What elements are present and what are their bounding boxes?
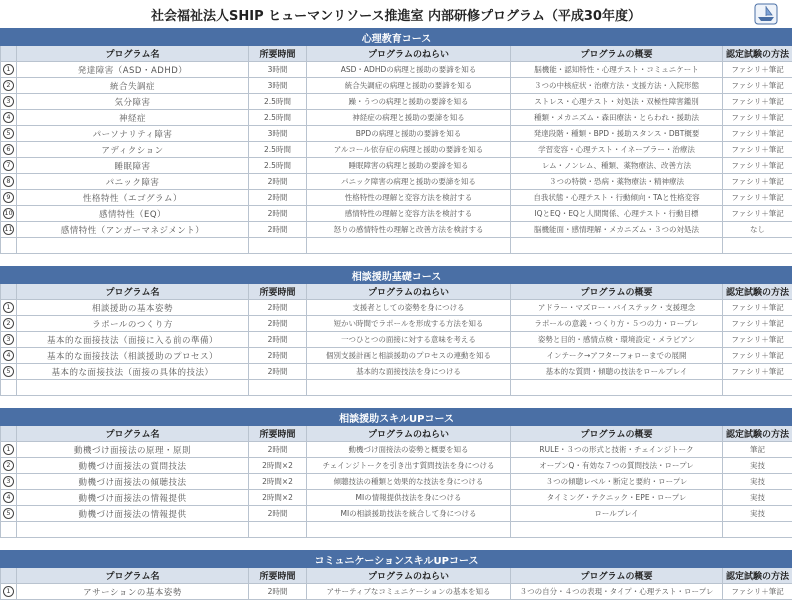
duration: 2時間 (249, 348, 307, 364)
program-name: 感情特性（アンガーマネジメント） (17, 222, 249, 238)
exam-method: ファシリ＋筆記 (723, 174, 792, 190)
column-header-exam: 認定試験の方法 (723, 568, 792, 584)
program-summary: 姿勢と目的・感情点検・環境設定・メラビアン (511, 332, 723, 348)
program-summary: ロールプレイ (511, 506, 723, 522)
row-number-cell (1, 316, 17, 332)
program-aim: アサーティブなコミュニケーションの基本を知る (307, 584, 511, 600)
blank-cell (1, 522, 17, 538)
row-number: 1 (3, 302, 14, 313)
column-header-program-name: プログラム名 (17, 284, 249, 300)
blank-cell (511, 380, 723, 396)
duration: 2.5時間 (249, 94, 307, 110)
program-name: 基本的な面接技法（面接の具体的技法） (17, 364, 249, 380)
column-header-exam: 認定試験の方法 (723, 46, 792, 62)
program-aim: 怒りの感情特性の理解と改善方法を検討する (307, 222, 511, 238)
duration: 2.5時間 (249, 158, 307, 174)
column-header-program-name: プログラム名 (17, 426, 249, 442)
table-row (1, 142, 792, 158)
column-header-number (1, 426, 17, 442)
program-summary: 学習変容・心理テスト・イネーブラー・治療法 (511, 142, 723, 158)
row-number: 8 (3, 176, 14, 187)
table-row (1, 206, 792, 222)
duration: 2時間 (249, 506, 307, 522)
table-row (1, 126, 792, 142)
blank-cell (1, 380, 17, 396)
program-name: 感情特性（EQ） (17, 206, 249, 222)
blank-cell (723, 522, 792, 538)
program-table (0, 28, 792, 600)
program-name: 動機づけ面接法の傾聴技法 (17, 474, 249, 490)
column-header-aim: プログラムのねらい (307, 284, 511, 300)
section-spacer (1, 254, 792, 267)
duration: 2時間 (249, 174, 307, 190)
row-number: 9 (3, 192, 14, 203)
program-aim: 性格特性の理解と変容方法を検討する (307, 190, 511, 206)
program-summary: 種類・メカニズム・森田療法・とらわれ・援助法 (511, 110, 723, 126)
row-number: 1 (3, 586, 14, 597)
program-aim: 基本的な面接技法を身につける (307, 364, 511, 380)
column-header-duration: 所要時間 (249, 284, 307, 300)
spacer-cell (1, 254, 792, 267)
column-header-aim: プログラムのねらい (307, 426, 511, 442)
program-summary: タイミング・テクニック・EPE・ロープレ (511, 490, 723, 506)
table-row (1, 62, 792, 78)
program-aim: 感情特性の理解と変容方法を検討する (307, 206, 511, 222)
section-spacer (1, 538, 792, 551)
page-title: 社会福祉法人SHIP ヒューマンリソース推進室 内部研修プログラム（平成30年度） (151, 5, 641, 24)
program-aim: 傾聴技法の種類と効果的な技法を身につける (307, 474, 511, 490)
program-name: 性格特性（エゴグラム） (17, 190, 249, 206)
column-header-number (1, 568, 17, 584)
exam-method: ファシリ＋筆記 (723, 78, 792, 94)
exam-method: ファシリ＋筆記 (723, 364, 792, 380)
table-row (1, 584, 792, 600)
blank-cell (249, 380, 307, 396)
table-row (1, 300, 792, 316)
program-aim: 個別支援計画と相談援助のプロセスの連動を知る (307, 348, 511, 364)
blank-row (1, 522, 792, 538)
course-header (1, 29, 792, 46)
duration: 2時間 (249, 206, 307, 222)
column-header-summary: プログラムの概要 (511, 568, 723, 584)
row-number-cell (1, 332, 17, 348)
row-number: 1 (3, 64, 14, 75)
row-number: 6 (3, 144, 14, 155)
program-aim: 睡眠障害の病理と援助の要諦を知る (307, 158, 511, 174)
table-row (1, 332, 792, 348)
blank-cell (17, 380, 249, 396)
exam-method: 実技 (723, 490, 792, 506)
column-header-row (1, 568, 792, 584)
program-table-body (1, 29, 792, 600)
program-name: 基本的な面接技法（相談援助のプロセス） (17, 348, 249, 364)
table-row (1, 222, 792, 238)
exam-method: 実技 (723, 458, 792, 474)
program-aim: ASD・ADHDの病理と援助の要諦を知る (307, 62, 511, 78)
row-number-cell (1, 142, 17, 158)
row-number: 3 (3, 96, 14, 107)
program-name: 動機づけ面接法の情報提供 (17, 506, 249, 522)
row-number: 5 (3, 128, 14, 139)
blank-row (1, 238, 792, 254)
program-name: 統合失調症 (17, 78, 249, 94)
program-aim: 一つひとつの面接に対する意味を考える (307, 332, 511, 348)
course-title: コミュニケーションスキルUPコース (1, 551, 792, 568)
column-header-number (1, 284, 17, 300)
program-aim: チェインジトークを引き出す質問技法を身につける (307, 458, 511, 474)
program-name: 睡眠障害 (17, 158, 249, 174)
duration: 2時間 (249, 300, 307, 316)
program-summary: IQとEQ・EQと人間関係、心理テスト・行動目標 (511, 206, 723, 222)
blank-cell (1, 238, 17, 254)
program-summary: ラポールの意義・つくり方・５つの力・ロープレ (511, 316, 723, 332)
row-number-cell (1, 174, 17, 190)
spacer-cell (1, 396, 792, 409)
table-row (1, 364, 792, 380)
course-header (1, 409, 792, 426)
program-summary: 発達段階・種類・BPD・援助スタンス・DBT概要 (511, 126, 723, 142)
program-summary: ３つの中核症状・治療方法・支援方法・入院形態 (511, 78, 723, 94)
blank-cell (723, 380, 792, 396)
program-aim: 躁・うつの病理と援助の要諦を知る (307, 94, 511, 110)
title-bar (0, 0, 792, 28)
column-header-row (1, 426, 792, 442)
column-header-program-name: プログラム名 (17, 568, 249, 584)
row-number-cell (1, 584, 17, 600)
exam-method: なし (723, 222, 792, 238)
duration: 3時間 (249, 126, 307, 142)
program-summary: ３つの特徴・恐病・薬物療法・精神療法 (511, 174, 723, 190)
blank-cell (249, 238, 307, 254)
row-number: 3 (3, 334, 14, 345)
program-aim: 統合失調症の病理と援助の要諦を知る (307, 78, 511, 94)
blank-cell (307, 380, 511, 396)
exam-method: ファシリ＋筆記 (723, 316, 792, 332)
program-summary: ３つの傾聴レベル・断定と要約・ロープレ (511, 474, 723, 490)
row-number-cell (1, 158, 17, 174)
column-header-summary: プログラムの概要 (511, 284, 723, 300)
course-title: 心理教育コース (1, 29, 792, 46)
program-name: 気分障害 (17, 94, 249, 110)
program-summary: RULE・３つの形式と技術・チェインジトーク (511, 442, 723, 458)
row-number-cell (1, 190, 17, 206)
program-name: 動機づけ面接法の情報提供 (17, 490, 249, 506)
row-number: 5 (3, 366, 14, 377)
section-spacer (1, 396, 792, 409)
exam-method: ファシリ＋筆記 (723, 190, 792, 206)
row-number: 4 (3, 112, 14, 123)
table-row (1, 174, 792, 190)
row-number: 4 (3, 492, 14, 503)
row-number: 7 (3, 160, 14, 171)
row-number-cell (1, 110, 17, 126)
column-header-duration: 所要時間 (249, 426, 307, 442)
column-header-duration: 所要時間 (249, 46, 307, 62)
duration: 2時間 (249, 332, 307, 348)
table-row (1, 506, 792, 522)
course-title: 相談援助基礎コース (1, 267, 792, 284)
program-name: ラポールのつくり方 (17, 316, 249, 332)
table-row (1, 190, 792, 206)
row-number: 10 (3, 208, 14, 219)
program-name: 動機づけ面接法の質問技法 (17, 458, 249, 474)
column-header-number (1, 46, 17, 62)
program-name: アサーションの基本姿勢 (17, 584, 249, 600)
row-number-cell (1, 474, 17, 490)
row-number: 4 (3, 350, 14, 361)
row-number-cell (1, 442, 17, 458)
column-header-summary: プログラムの概要 (511, 426, 723, 442)
program-summary: ストレス・心理テスト・対処法・双極性障害鑑別 (511, 94, 723, 110)
program-aim: BPDの病理と援助の要諦を知る (307, 126, 511, 142)
blank-cell (511, 238, 723, 254)
exam-method: ファシリ＋筆記 (723, 300, 792, 316)
course-header (1, 551, 792, 568)
exam-method: ファシリ＋筆記 (723, 584, 792, 600)
program-summary: オープンQ・有効な７つの質問技法・ロープレ (511, 458, 723, 474)
row-number-cell (1, 348, 17, 364)
row-number: 5 (3, 508, 14, 519)
blank-cell (307, 522, 511, 538)
exam-method: ファシリ＋筆記 (723, 348, 792, 364)
course-header (1, 267, 792, 284)
program-aim: パニック障害の病理と援助の要諦を知る (307, 174, 511, 190)
program-name: 発達障害（ASD・ADHD） (17, 62, 249, 78)
program-name: 基本的な面接技法（面接に入る前の準備） (17, 332, 249, 348)
row-number-cell (1, 300, 17, 316)
exam-method: 実技 (723, 506, 792, 522)
column-header-aim: プログラムのねらい (307, 46, 511, 62)
duration: 3時間 (249, 62, 307, 78)
exam-method: ファシリ＋筆記 (723, 142, 792, 158)
spacer-cell (1, 538, 792, 551)
program-aim: アルコール依存症の病理と援助の要諦を知る (307, 142, 511, 158)
table-row (1, 316, 792, 332)
program-name: 神経症 (17, 110, 249, 126)
blank-cell (17, 238, 249, 254)
program-summary: 脳機能・認知特性・心理テスト・コミュニケート (511, 62, 723, 78)
exam-method: ファシリ＋筆記 (723, 158, 792, 174)
duration: 2.5時間 (249, 110, 307, 126)
blank-cell (17, 522, 249, 538)
row-number-cell (1, 94, 17, 110)
row-number: 11 (3, 224, 14, 235)
exam-method: ファシリ＋筆記 (723, 94, 792, 110)
exam-method: ファシリ＋筆記 (723, 126, 792, 142)
row-number-cell (1, 222, 17, 238)
program-name: 動機づけ面接法の原理・原則 (17, 442, 249, 458)
table-row (1, 458, 792, 474)
row-number-cell (1, 490, 17, 506)
table-row (1, 110, 792, 126)
course-title: 相談援助スキルUPコース (1, 409, 792, 426)
column-header-row (1, 284, 792, 300)
blank-cell (723, 238, 792, 254)
column-header-row (1, 46, 792, 62)
row-number-cell (1, 206, 17, 222)
program-aim: MIの情報提供技法を身につける (307, 490, 511, 506)
blank-cell (307, 238, 511, 254)
blank-cell (249, 522, 307, 538)
row-number: 2 (3, 80, 14, 91)
column-header-exam: 認定試験の方法 (723, 284, 792, 300)
row-number-cell (1, 364, 17, 380)
table-row (1, 474, 792, 490)
exam-method: ファシリ＋筆記 (723, 332, 792, 348)
exam-method: ファシリ＋筆記 (723, 110, 792, 126)
program-aim: 神経症の病理と援助の要諦を知る (307, 110, 511, 126)
program-aim: 動機づけ面接法の姿勢と概要を知る (307, 442, 511, 458)
row-number: 1 (3, 444, 14, 455)
program-summary: レム・ノンレム、種類、薬物療法、改善方法 (511, 158, 723, 174)
program-name: アディクション (17, 142, 249, 158)
program-summary: 基本的な質問・傾聴の技法をロールプレイ (511, 364, 723, 380)
column-header-program-name: プログラム名 (17, 46, 249, 62)
duration: 2時間×2 (249, 490, 307, 506)
row-number-cell (1, 62, 17, 78)
row-number-cell (1, 78, 17, 94)
table-row (1, 442, 792, 458)
blank-cell (511, 522, 723, 538)
program-name: パーソナリティ障害 (17, 126, 249, 142)
program-summary: 脳機能面・感情理解・メカニズム・３つの対処法 (511, 222, 723, 238)
duration: 2時間 (249, 222, 307, 238)
duration: 2時間 (249, 190, 307, 206)
program-summary: アドラー・マズロー・バイステック・支援理念 (511, 300, 723, 316)
program-summary: 自我状態・心理テスト・行動傾向・TAと性格変容 (511, 190, 723, 206)
ship-logo-icon (754, 3, 778, 25)
program-aim: 支援者としての姿勢を身につける (307, 300, 511, 316)
duration: 2時間 (249, 584, 307, 600)
row-number: 2 (3, 318, 14, 329)
exam-method: 筆記 (723, 442, 792, 458)
column-header-summary: プログラムの概要 (511, 46, 723, 62)
column-header-aim: プログラムのねらい (307, 568, 511, 584)
duration: 2時間×2 (249, 474, 307, 490)
column-header-duration: 所要時間 (249, 568, 307, 584)
row-number: 3 (3, 476, 14, 487)
row-number-cell (1, 458, 17, 474)
duration: 2時間 (249, 316, 307, 332)
duration: 3時間 (249, 78, 307, 94)
table-row (1, 490, 792, 506)
duration: 2.5時間 (249, 142, 307, 158)
duration: 2時間×2 (249, 458, 307, 474)
exam-method: ファシリ＋筆記 (723, 62, 792, 78)
table-row (1, 78, 792, 94)
duration: 2時間 (249, 442, 307, 458)
program-summary: インテーク→アフターフォローまでの展開 (511, 348, 723, 364)
program-name: 相談援助の基本姿勢 (17, 300, 249, 316)
exam-method: ファシリ＋筆記 (723, 206, 792, 222)
program-aim: MIの相談援助技法を統合して身につける (307, 506, 511, 522)
program-aim: 短かい時間でラポールを形成する方法を知る (307, 316, 511, 332)
blank-row (1, 380, 792, 396)
program-name: パニック障害 (17, 174, 249, 190)
table-row (1, 94, 792, 110)
duration: 2時間 (249, 364, 307, 380)
exam-method: 実技 (723, 474, 792, 490)
table-row (1, 348, 792, 364)
row-number-cell (1, 126, 17, 142)
column-header-exam: 認定試験の方法 (723, 426, 792, 442)
row-number-cell (1, 506, 17, 522)
program-summary: ３つの自分・４つの表現・タイプ・心理テスト・ロープレ (511, 584, 723, 600)
row-number: 2 (3, 460, 14, 471)
table-row (1, 158, 792, 174)
